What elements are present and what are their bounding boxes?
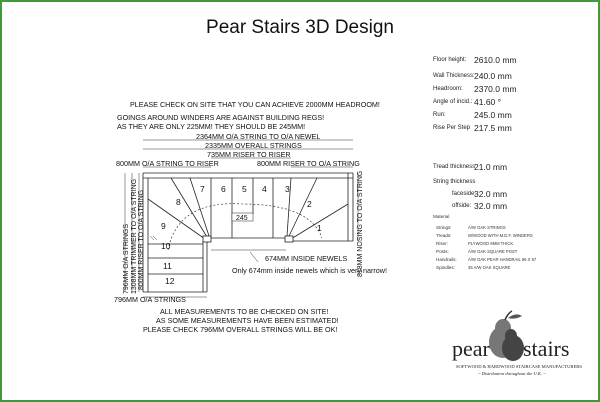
- materials-heading: Material: [433, 214, 450, 219]
- note-headroom: PLEASE CHECK ON SITE THAT YOU CAN ACHIEVE 2000MM HEADROOM!: [130, 100, 380, 109]
- material-value: 35 A/W OAK SQUARE: [468, 265, 511, 270]
- going-label: 245: [236, 215, 248, 222]
- step-number: 6: [221, 184, 226, 194]
- step-number: 7: [200, 184, 205, 194]
- material-label: Riser:: [436, 241, 448, 246]
- material-label: Handrails:: [436, 257, 457, 262]
- spec-label: Wall Thickness:: [433, 73, 475, 79]
- spec-value: 2610.0 mm: [474, 55, 517, 65]
- spec-value: 217.5 mm: [474, 123, 512, 133]
- offside-value: 32.0 mm: [474, 201, 508, 211]
- spec-value: 2370.0 mm: [474, 84, 517, 94]
- step-number: 11: [163, 261, 172, 271]
- spec-value: 240.0 mm: [474, 71, 512, 81]
- step-number: 9: [161, 221, 166, 231]
- logo-word-pear: pear: [452, 336, 490, 361]
- logo-word-stairs: stairs: [523, 336, 570, 361]
- spec-label: Rise Per Step: [433, 125, 471, 131]
- material-label: Treads:: [436, 233, 452, 238]
- material-value: W/WOOD WITH M.D.F. WINDERS: [468, 233, 533, 238]
- dim-left-string-riser: 800MM O/A STRING TO RISER: [116, 159, 219, 168]
- logo-subtitle-1: SOFTWOOD & HARDWOOD STAIRCASE MANUFACTURERS: [456, 364, 582, 369]
- spec-label: Headroom:: [433, 86, 463, 92]
- spec-label: Run:: [433, 112, 446, 118]
- dim-bottom-strings: 796MM O/A STRINGS: [114, 295, 186, 304]
- material-label: Posts:: [436, 249, 449, 254]
- faceside-label: faceside:: [452, 191, 477, 197]
- string-thickness-label: String thickness: [433, 179, 476, 185]
- pear-logo-icon: [489, 311, 524, 361]
- dim-nosing-right: 818MM NOSING TO O/A STRING: [357, 170, 364, 277]
- dim-riser-string-left: 800MM RISER TO O/A STRING: [138, 189, 145, 290]
- step-number: 8: [176, 197, 181, 207]
- tread-thickness-value: 21.0 mm: [474, 162, 508, 172]
- material-value: A/W OAK STRINGS: [468, 225, 506, 230]
- offside-label: offside:: [452, 203, 472, 209]
- dim-inside-newels: 674MM INSIDE NEWELS: [265, 254, 348, 263]
- step-number: 5: [242, 184, 247, 194]
- page-title: Pear Stairs 3D Design: [206, 17, 394, 38]
- dim-overall-strings: 2335MM OVERALL STRINGS: [205, 141, 302, 150]
- dim-left-strings: 796MM O/A STRINGS: [123, 223, 130, 294]
- step-number: 1: [317, 223, 322, 233]
- winder-line: [289, 178, 317, 236]
- note-goings-1: GOINGS AROUND WINDERS ARE AGAINST BUILDING REGS!: [117, 113, 325, 122]
- spec-value: 245.0 mm: [474, 110, 512, 120]
- spec-label: Angle of incid.:: [433, 99, 473, 105]
- dim-string-newel: 2364MM O/A STRING TO O/A NEWEL: [196, 132, 321, 141]
- note-bottom-2: AS SOME MEASUREMENTS HAVE BEEN ESTIMATED!: [156, 316, 339, 325]
- spec-label: Floor height:: [433, 57, 467, 63]
- note-narrow: Only 674mm inside newels which is very narrow!: [232, 266, 387, 275]
- dim-right-riser-string: 800MM RISER TO O/A STRING: [257, 159, 360, 168]
- tread-thickness-label: Tread thickness: [433, 164, 476, 170]
- winder-line: [291, 204, 348, 239]
- spec-value: 41.60 °: [474, 97, 502, 107]
- material-value: A/W OAK SQUARE POST: [468, 249, 518, 254]
- note-bottom-3: PLEASE CHECK 796MM OVERALL STRINGS WILL BE OK!: [143, 325, 338, 334]
- step-number: 4: [262, 184, 267, 194]
- step-number: 12: [165, 276, 175, 286]
- material-label: Strings:: [436, 225, 452, 230]
- newel-post: [203, 236, 211, 242]
- step-number: 2: [307, 199, 312, 209]
- dim-trimmer: 1308MM TRIMMER TO O/A STRING: [131, 178, 138, 294]
- leader-line: [250, 252, 258, 262]
- faceside-value: 32.0 mm: [474, 189, 508, 199]
- dim-riser-riser: 735MM RISER TO RISER: [207, 150, 291, 159]
- newel-post: [285, 236, 293, 242]
- step-number: 10: [161, 241, 171, 251]
- material-value: PLYWOOD 9MM THICK: [468, 241, 514, 246]
- material-value: A/W OAK PEAR HANDRAIL 56 X 57: [468, 257, 537, 262]
- logo-subtitle-2: ~ Distribution throughout the U.K. ~: [478, 371, 546, 376]
- step-number: 3: [285, 184, 290, 194]
- note-bottom-1: ALL MEASUREMENTS TO BE CHECKED ON SITE!: [160, 307, 329, 316]
- note-goings-2: AS THEY ARE ONLY 225MM! THEY SHOULD BE 245MM!: [117, 122, 306, 131]
- material-label: Spindles:: [436, 265, 455, 270]
